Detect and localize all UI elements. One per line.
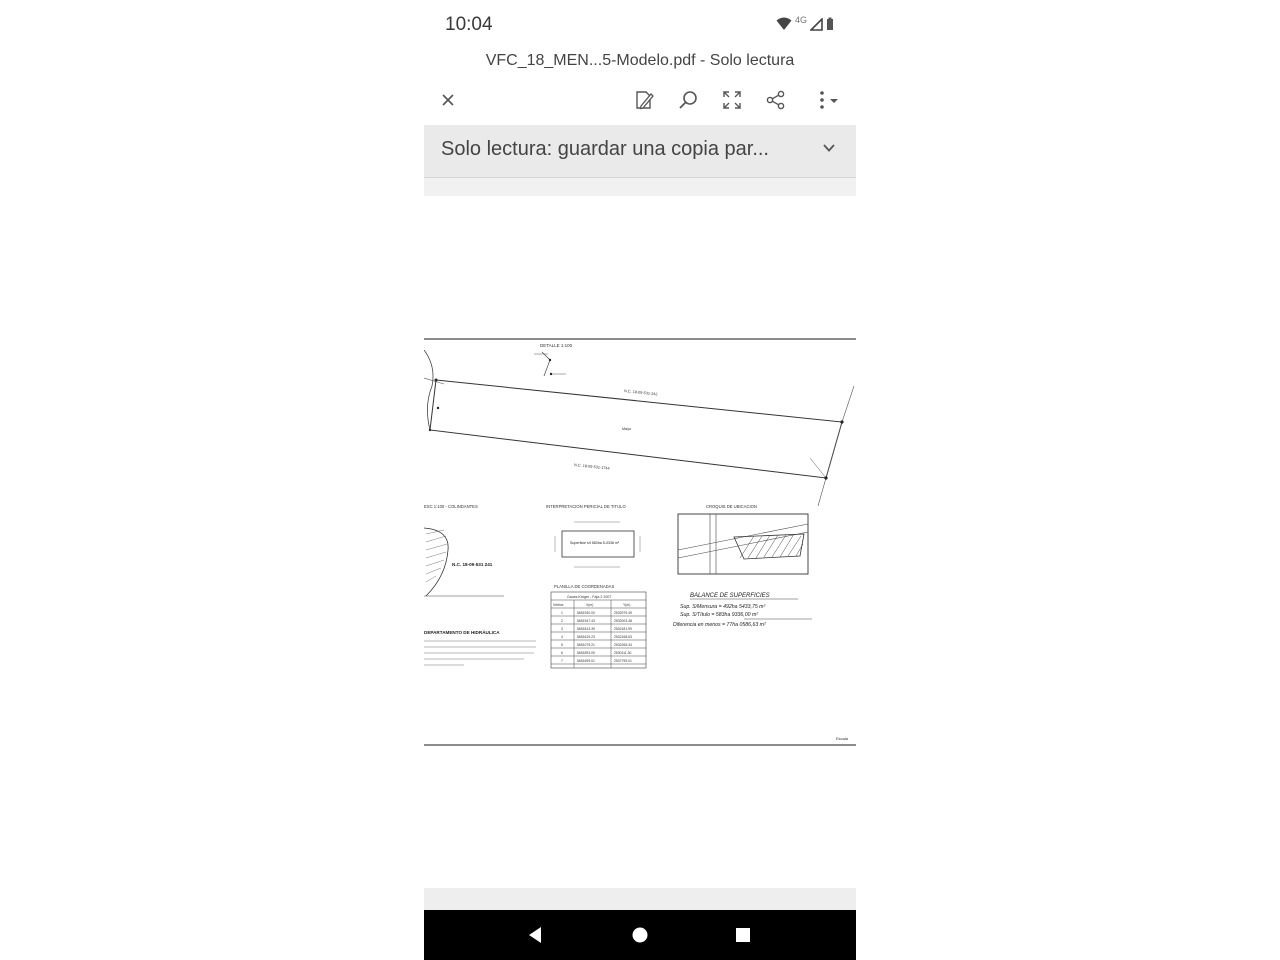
coord-vertex: 4 [561, 635, 563, 639]
coordinates-title: PLANILLA DE COORDENADAS [554, 584, 615, 589]
parcel-south-label: N.C. 18-09-531-1744 [573, 463, 610, 471]
coord-header-y: Y(m) [623, 603, 631, 607]
surface-balance [673, 593, 812, 628]
close-icon[interactable] [436, 88, 460, 112]
coord-y: 2532168.63 [614, 635, 632, 639]
phone-screen [424, 0, 856, 960]
back-icon[interactable] [524, 924, 546, 946]
coord-y: 2530111.30 [614, 651, 632, 655]
coord-x: 6651893.09 [577, 651, 595, 655]
coord-vertex: 3 [561, 627, 563, 631]
toolbar [424, 80, 856, 120]
pdf-page[interactable] [424, 338, 856, 746]
coord-y: 2532265.34 [614, 643, 632, 647]
coord-y: 2537795.01 [614, 659, 632, 663]
coord-y: 2532181.99 [614, 627, 632, 631]
fullscreen-icon[interactable] [720, 88, 744, 112]
recents-icon[interactable] [732, 924, 754, 946]
balance-line: Sup. S/Mensura = 492ha 5433,75 m² [680, 604, 766, 610]
coord-x: 6651075.21 [577, 643, 595, 647]
balance-line: Diferencia en menos = 77ha 0586,63 m² [673, 622, 766, 628]
banner-text: Solo lectura: guardar una copia par... [441, 138, 769, 160]
status-time: 10:04 [445, 14, 493, 35]
balance-line: Sup. S/Título = 583ha 9336,00 m² [680, 612, 759, 618]
coordinates-subtitle: Gauss Krüger - Faja 2 2007 [567, 595, 612, 599]
scale-label: Escala [836, 736, 849, 741]
coord-vertex: 1 [561, 611, 563, 615]
coord-vertex: 5 [561, 643, 563, 647]
share-icon[interactable] [764, 88, 788, 112]
status-icons [776, 15, 834, 33]
nc-label: N.C. 18-09-531 241 [452, 562, 493, 567]
coord-header-vertex: Vértice [553, 603, 564, 607]
balance-title: BALANCE DE SUPERFICIES [690, 593, 770, 599]
edit-icon[interactable] [632, 88, 656, 112]
coord-vertex: 2 [561, 619, 563, 623]
read-only-banner[interactable] [424, 125, 856, 178]
more-icon[interactable] [812, 88, 846, 112]
search-icon[interactable] [676, 88, 700, 112]
survey-plan-drawing [424, 338, 856, 746]
detail-label: DETALLE 1:100 [540, 343, 573, 348]
bottom-bar [424, 888, 856, 910]
coord-y: 2532979.49 [614, 611, 632, 615]
status-bar [424, 0, 856, 48]
battery-icon [826, 17, 834, 31]
neighbors-label: ESC 1:100 - COLINDANTES [424, 504, 478, 509]
chevron-down-icon[interactable] [822, 141, 836, 155]
department-title: DEPARTAMENTO DE HIDRÁULICA [424, 630, 500, 635]
parcel-center-label: Mayo [622, 427, 632, 431]
coord-x: 6651947.43 [577, 619, 595, 623]
navigation-bar [424, 910, 856, 960]
coord-x: 6651619.23 [577, 635, 595, 639]
coord-vertex: 7 [561, 659, 563, 663]
network-type: 4G [794, 15, 807, 25]
interpretation-title: INTERPRETACION PERICIAL DE TITULO [546, 504, 626, 509]
home-icon[interactable] [629, 924, 651, 946]
coord-x: 6651695.01 [577, 659, 595, 663]
coord-y: 2532003.48 [614, 619, 632, 623]
wifi-icon [776, 17, 792, 31]
coord-vertex: 6 [561, 651, 563, 655]
coord-x: 6651930.00 [577, 611, 595, 615]
location-title: CROQUIS DE UBICACION [706, 504, 757, 509]
coord-x: 6651813.39 [577, 627, 595, 631]
banner-shadow [424, 178, 856, 196]
signal-icon [810, 18, 823, 31]
parcel-north-label: N.C. 18-09-531-242 [623, 389, 658, 397]
document-title: VFC_18_MEN...5-Modelo.pdf - Solo lectura [485, 52, 795, 69]
coord-header-x: X(m) [586, 603, 594, 607]
interpretation-box: Superficie s/t 583ha 5-0336 m² [570, 541, 620, 545]
coordinates-table [551, 592, 646, 668]
